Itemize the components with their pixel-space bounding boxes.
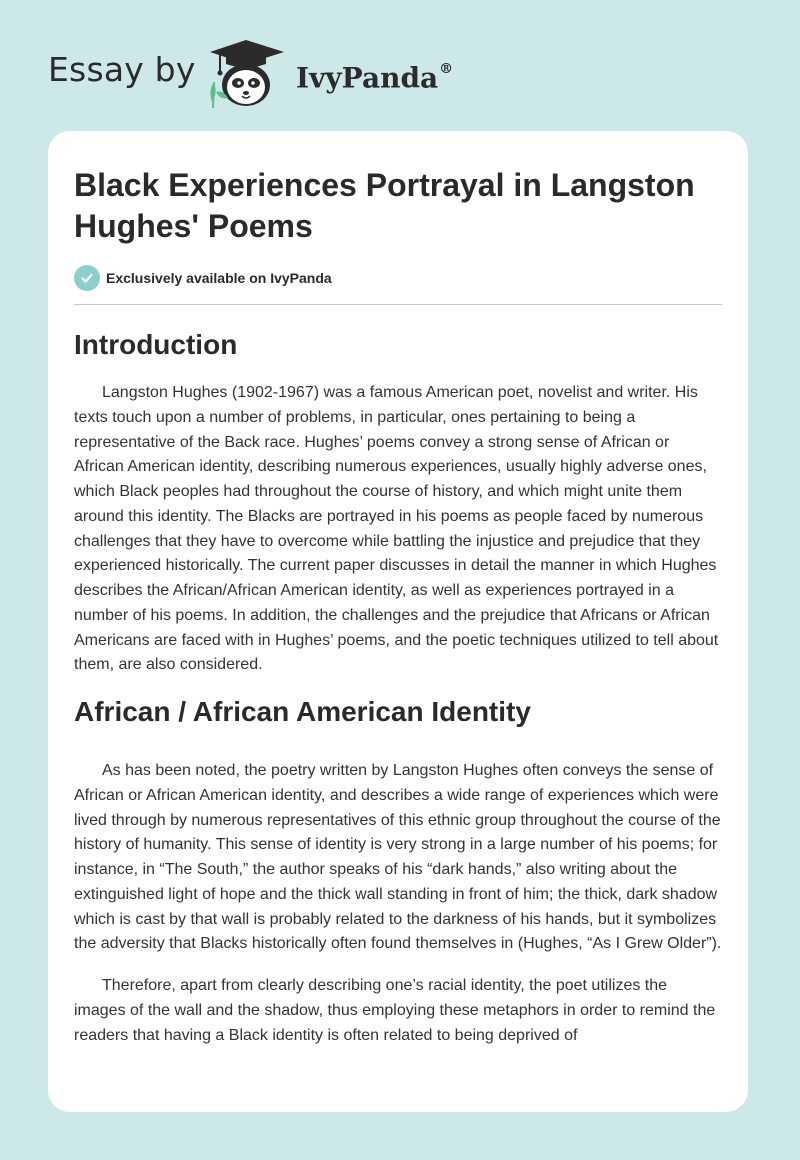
registered-mark: ® bbox=[439, 61, 454, 77]
paragraph: Therefore, apart from clearly describing one’s racial identity, the poet utilizes the images of the wall and the shadow, thus employing these metaphors in order to remind the readers that having a Black identity is often related to being deprived of bbox=[74, 977, 716, 1044]
paragraph: Langston Hughes (1902-1967) was a famous American poet, novelist and writer. His texts touch upon a number of problems, in particular, ones pertaining to being a representative of the Back race. Hughes’ poems convey a strong sense of African or African American identity, describing numerous experiences, usually highly adverse ones, which Black peoples had throughout the course of history, and which might unite them around this identity. The Blacks are portrayed in his poems as people faced by numerous challenges that they have to overcome while battling the injustice and prejudice that they experienced historically. The current paper discusses in detail the manner in which Hughes describes the African/African American identity, as well as experiences portrayed in a number of his poems. In addition, the challenges and the prejudice that Africans or African Americans are faced with in Hughes’ poems, and the poetic techniques utilized to tell about them, are also considered. bbox=[74, 384, 719, 674]
panda-graduate-icon[interactable] bbox=[198, 38, 294, 110]
essay-title: Black Experiences Portrayal in Langston Hughes' Poems bbox=[74, 167, 695, 244]
section-heading-introduction: Introduction bbox=[74, 329, 238, 360]
title-divider bbox=[74, 304, 722, 305]
exclusive-badge bbox=[74, 264, 722, 292]
brand-prefix: Essay by bbox=[48, 50, 196, 89]
section-heading-identity: African / African American Identity bbox=[74, 696, 531, 727]
site-header bbox=[0, 0, 800, 130]
paragraph: As has been noted, the poetry written by Langston Hughes often conveys the sense of African or African American identity, and describes a wide range of experiences which were lived through by numerous representatives of this ethnic group throughout the course of the history of humanity. This sense of identity is very strong in a large number of his poems; for instance, in “The South,” the author speaks of his “dark hands,” also writing about the extinguished light of hope and the thick wall standing in front of him; the thick, dark shadow which is cast by that wall is probably related to the darkness of his hands, but it symbolizes the adversity that Blacks historically often found themselves in (Hughes, “As I Grew Older”). bbox=[74, 762, 722, 953]
check-icon bbox=[74, 265, 100, 291]
essay-card bbox=[48, 131, 748, 1112]
brand-name[interactable]: IvyPanda® bbox=[296, 61, 454, 95]
exclusive-label: Exclusively available on IvyPanda bbox=[106, 270, 332, 286]
